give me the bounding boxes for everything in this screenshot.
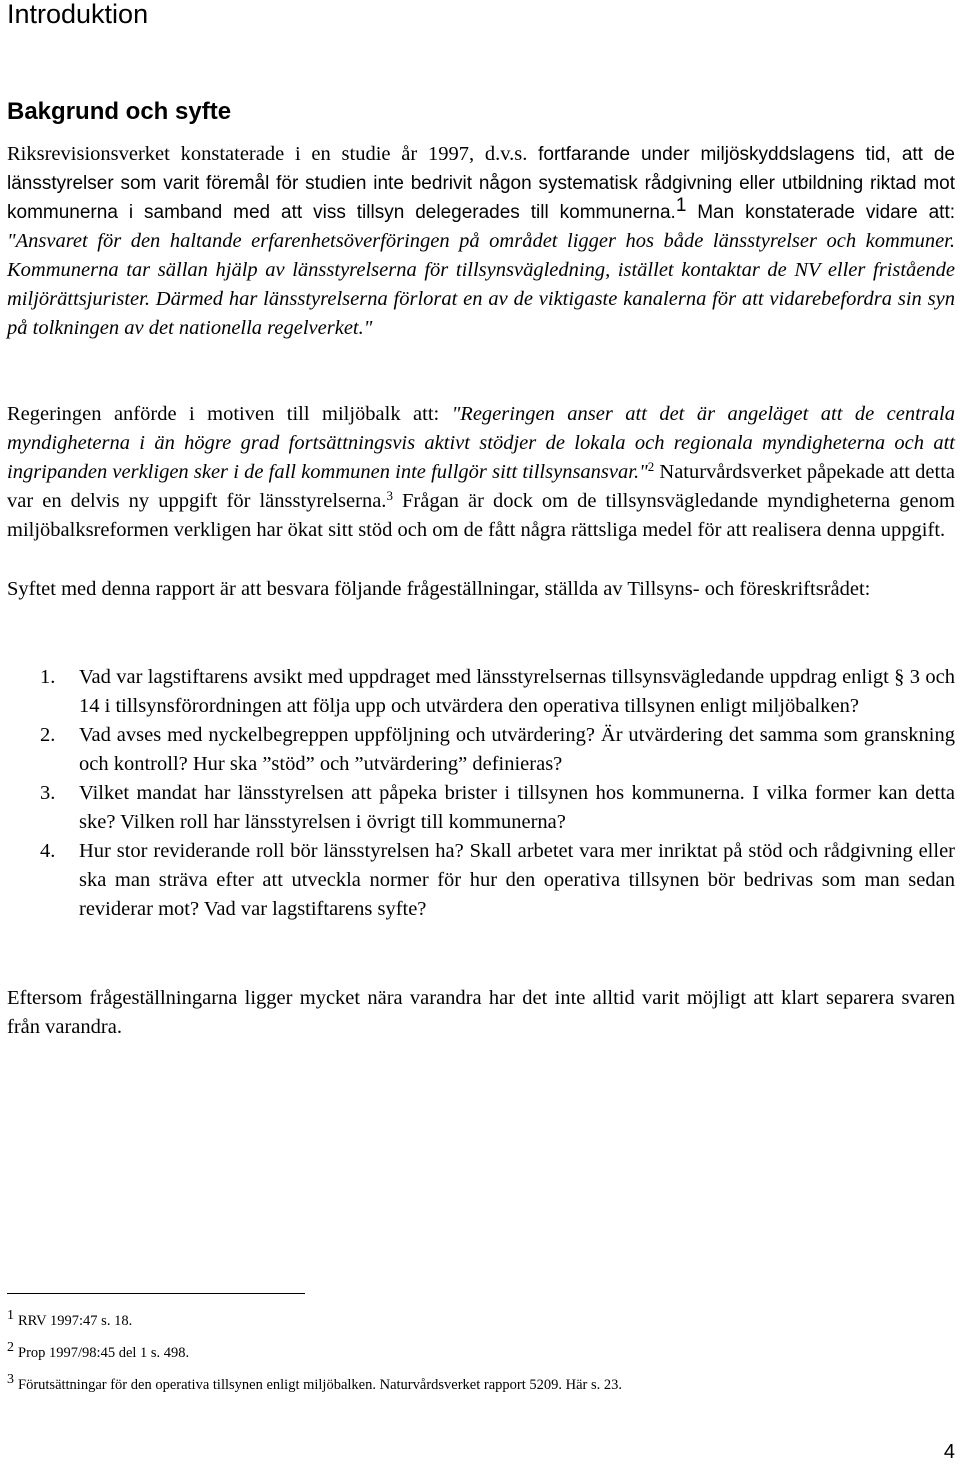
footnote-number: 3 [7,1372,14,1387]
list-item-text: Vilket mandat har länsstyrelsen att påpeka brister i tillsynen hos kommunerna. I vilka former kan detta ske? Vilken roll har länsstyrelsen i övrigt till kommunerna? [79,782,955,833]
page-title: Introduktion [7,0,149,29]
footnote-ref-2[interactable]: 2 [647,459,655,474]
list-item-number: 4. [40,840,56,862]
paragraph-government [7,400,955,545]
list-item-text: Hur stor reviderande roll bör länsstyrelsen ha? Skall arbetet vara mer inriktat på stöd och rådgivning eller ska man sträva efter att utveckla normer för hur den operativa tillsynen bör bedrivas som man sedan reviderar mot? Vad var lagstiftarens syfte? [79,840,955,920]
list-item-number: 1. [40,666,56,688]
paragraph-sans-text: fortfarande under miljöskyddslagens tid, att de länsstyrelser som varit föremål för studien inte bedrivit någon systematisk rådgivning eller utbildning riktad mot kommunerna i samband med att viss tillsyn delegerades till kommunerna. [7,144,956,223]
list-item-text: Vad var lagstiftarens avsikt med uppdraget med länsstyrelsernas tillsynsvägledande uppdrag enligt § 3 och 14 i tillsynsförordningen att följa upp och utvärdera den operativa tillsynen enligt miljöbalken? [79,666,955,717]
footnote-number: 2 [7,1340,14,1355]
question-list [7,663,955,924]
footnote [7,1372,955,1394]
paragraph-lead: Regeringen anförde i motiven till miljöbalk att: [7,403,440,425]
list-item-number: 3. [40,782,56,804]
section-heading: Bakgrund och syfte [7,98,232,125]
footnote-number: 1 [7,1308,14,1323]
footnote [7,1340,955,1362]
paragraph-text-2: Frågan är dock om de tillsynsvägledande myndigheterna genom miljöbalksreformen verkligen har ökat sitt stöd och om de fått några rättsliga medel för att realisera denna uppgift. [7,490,956,541]
footnote [7,1308,955,1330]
list-item [7,721,955,779]
quote-rrv: "Ansvaret för den haltande erfarenhetsöverföringen på området ligger hos både länsstyrelser och kommuner. Kommunerna tar sällan hjälp av länsstyrelserna för tillsynsvägledning, istället kontaktar de NV eller fristående miljörättsjurister. Därmed har länsstyrelserna förlorat en av de viktigaste kanalerna för att vidarebefordra sin syn på tolkningen av det nationella regelverket." [7,230,955,339]
footnote-ref-3[interactable]: 3 [386,488,393,503]
paragraph-background [7,140,955,343]
paragraph-text: Naturvårdsverket påpekade att detta var en delvis ny uppgift för länsstyrelserna. [7,461,956,512]
list-item [7,837,955,924]
paragraph-purpose: Syftet med denna rapport är att besvara följande frågeställningar, ställda av Tillsyns- och föreskriftsrådet: [7,578,871,600]
paragraph-intro: Riksrevisionsverket konstaterade i en studie år 1997, d.v.s. [7,143,528,165]
footnote-text: RRV 1997:47 s. 18. [18,1313,133,1329]
footnotes [7,1308,955,1408]
footnote-text: Prop 1997/98:45 del 1 s. 498. [18,1345,190,1361]
page-number: 4 [943,1441,955,1463]
paragraph-lead: Man konstaterade vidare att: [697,202,955,223]
list-item [7,779,955,837]
list-item-number: 2. [40,724,56,746]
footnote-text: Förutsättningar för den operativa tillsynen enligt miljöbalken. Naturvårdsverket rapport 5209. Här s. 23. [18,1377,623,1393]
document-page [7,0,955,1472]
list-item [7,663,955,721]
footnote-divider [7,1293,305,1294]
quote-government: "Regeringen anser att det är angeläget att de centrala myndigheterna i än högre grad fortsättningsvis aktivt stödjer de lokala och regionala myndigheterna och att ingripanden verkligen sker i de fall kommunen inte fullgör sitt tillsynsansvar." [7,403,956,483]
paragraph-closing: Eftersom frågeställningarna ligger mycket nära varandra har det inte alltid varit möjligt att klart separera svaren från varandra. [7,987,955,1038]
list-item-text: Vad avses med nyckelbegreppen uppföljning och utvärdering? Är utvärdering det samma som granskning och kontroll? Hur ska ”stöd” och ”utvärdering” definieras? [79,724,955,775]
footnote-ref-1[interactable]: 1 [675,195,687,216]
